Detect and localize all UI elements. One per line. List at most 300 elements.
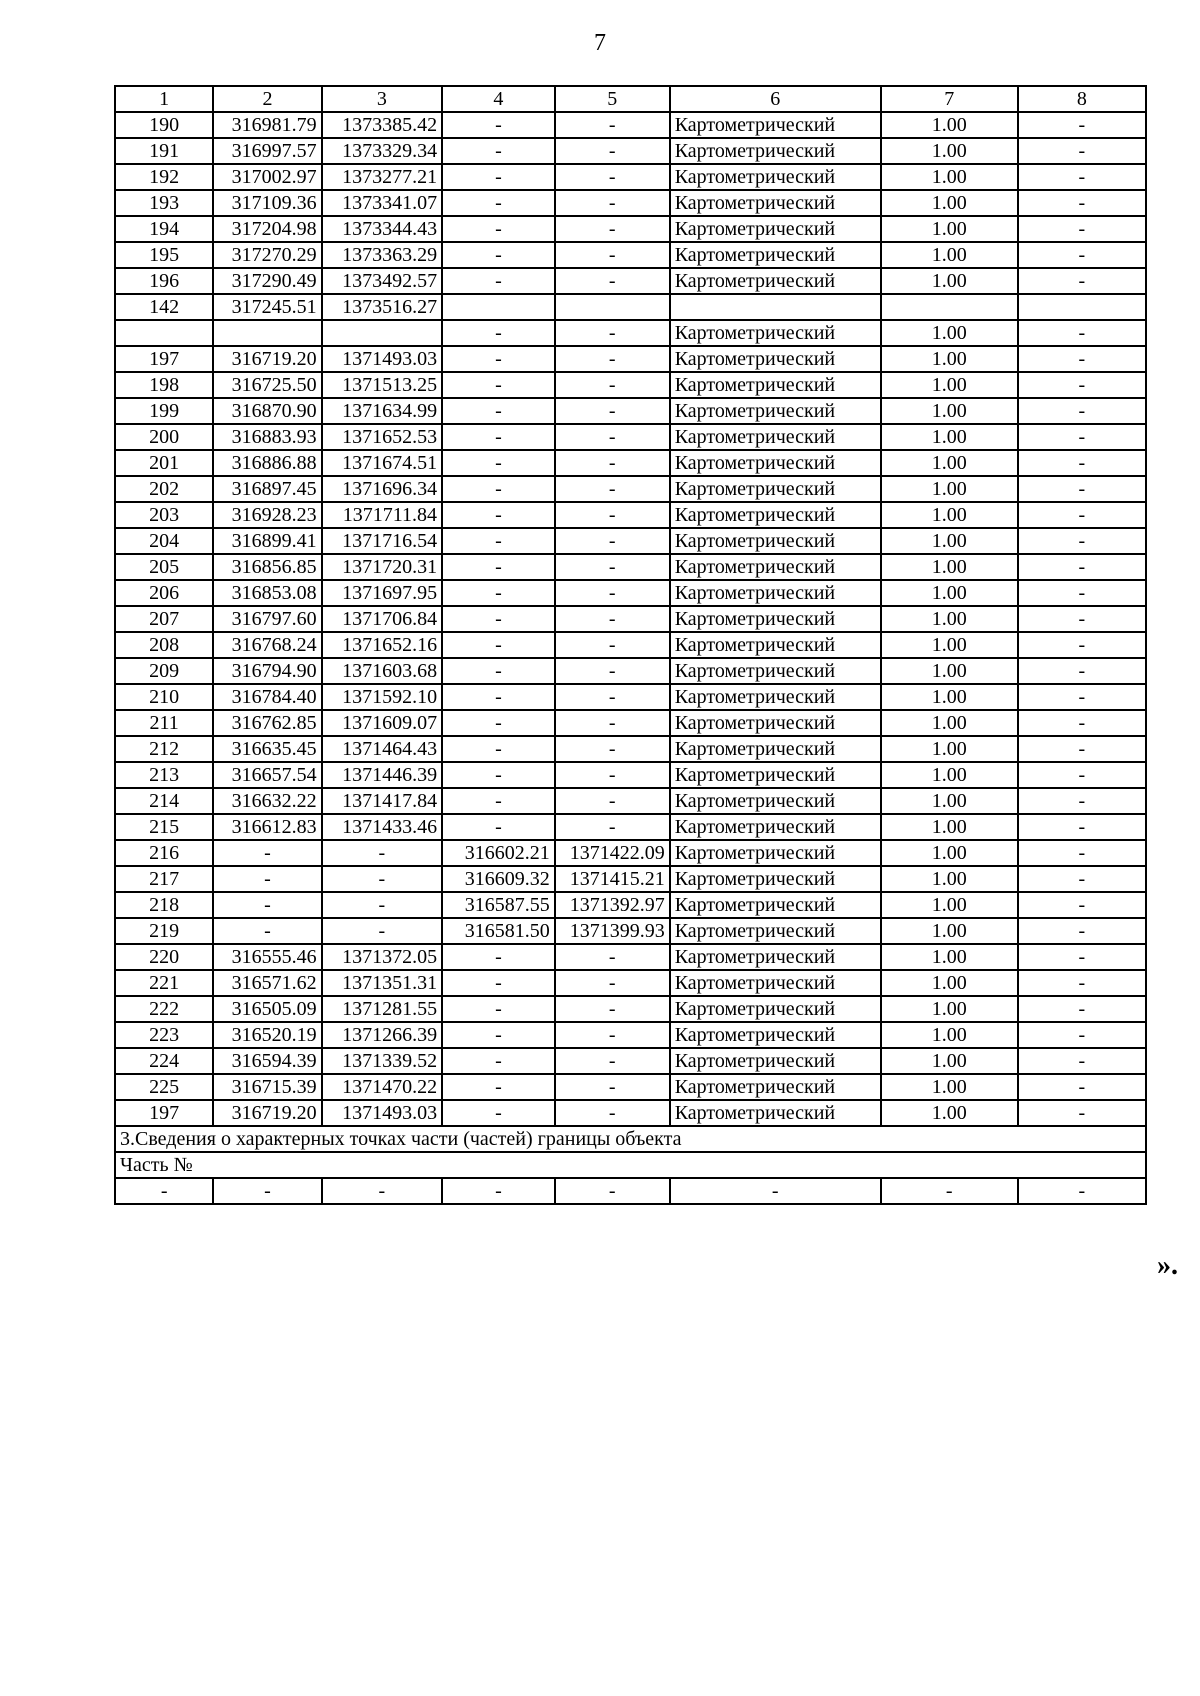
table-cell: 317109.36 <box>213 190 321 216</box>
table-cell: 1371351.31 <box>322 970 442 996</box>
table-cell: - <box>555 242 670 268</box>
table-cell: - <box>1018 1178 1146 1204</box>
table-cell: - <box>555 424 670 450</box>
table-cell: - <box>442 996 555 1022</box>
table-cell: 316571.62 <box>213 970 321 996</box>
table-row <box>115 112 1146 138</box>
table-cell: Картометрический <box>670 918 881 944</box>
table-row <box>115 970 1146 996</box>
table-cell <box>881 294 1018 320</box>
table-cell: - <box>555 372 670 398</box>
table-cell: 212 <box>115 736 213 762</box>
header-cell: 1 <box>115 86 213 112</box>
table-cell: 1.00 <box>881 736 1018 762</box>
table-cell: 316981.79 <box>213 112 321 138</box>
table-cell: 316886.88 <box>213 450 321 476</box>
table-cell: - <box>442 1022 555 1048</box>
table-cell: 316870.90 <box>213 398 321 424</box>
table-cell: - <box>1018 502 1146 528</box>
table-cell: 218 <box>115 892 213 918</box>
table-cell: 216 <box>115 840 213 866</box>
table-cell: Картометрический <box>670 346 881 372</box>
table-cell: - <box>442 1048 555 1074</box>
table-cell: 217 <box>115 866 213 892</box>
table-cell: Картометрический <box>670 112 881 138</box>
table-cell: 1.00 <box>881 450 1018 476</box>
table-cell: - <box>555 502 670 528</box>
table-row <box>115 918 1146 944</box>
table-cell: - <box>442 528 555 554</box>
table-cell: 1.00 <box>881 970 1018 996</box>
table-cell: - <box>442 424 555 450</box>
table-cell: Картометрический <box>670 554 881 580</box>
table-cell: 1.00 <box>881 554 1018 580</box>
table-cell: 214 <box>115 788 213 814</box>
table-cell: 1371696.34 <box>322 476 442 502</box>
table-row <box>115 138 1146 164</box>
table-row <box>115 944 1146 970</box>
table-cell: 1371652.53 <box>322 424 442 450</box>
table-cell: - <box>442 762 555 788</box>
table-cell: 1371652.16 <box>322 632 442 658</box>
table-cell: 1.00 <box>881 762 1018 788</box>
table-cell: 1.00 <box>881 1074 1018 1100</box>
table-cell: - <box>555 762 670 788</box>
table-cell <box>555 294 670 320</box>
table-cell: - <box>442 216 555 242</box>
table-cell: 1.00 <box>881 632 1018 658</box>
table-cell: 1.00 <box>881 866 1018 892</box>
section-title: 3.Сведения о характерных точках части (частей) границы объекта <box>115 1126 1146 1152</box>
table-cell: 316856.85 <box>213 554 321 580</box>
table-cell: - <box>442 710 555 736</box>
table-cell: 317204.98 <box>213 216 321 242</box>
table-cell: - <box>555 398 670 424</box>
table-cell: 316928.23 <box>213 502 321 528</box>
table-cell: 195 <box>115 242 213 268</box>
table-cell: 1.00 <box>881 1022 1018 1048</box>
table-cell: - <box>322 866 442 892</box>
table-cell: Картометрический <box>670 580 881 606</box>
table-cell: 1371470.22 <box>322 1074 442 1100</box>
table-cell <box>1018 294 1146 320</box>
table-cell: 1.00 <box>881 372 1018 398</box>
table-cell: - <box>1018 138 1146 164</box>
table-cell: - <box>555 1178 670 1204</box>
table-cell: 208 <box>115 632 213 658</box>
table-cell: 209 <box>115 658 213 684</box>
table-row <box>115 320 1146 346</box>
table-cell: 1.00 <box>881 112 1018 138</box>
part-number-label: Часть № <box>115 1152 1146 1178</box>
table-cell: - <box>322 892 442 918</box>
table-cell: 205 <box>115 554 213 580</box>
table-cell: 1.00 <box>881 996 1018 1022</box>
table-cell: 202 <box>115 476 213 502</box>
table-cell <box>213 320 321 346</box>
table-row <box>115 242 1146 268</box>
table-cell: 1371711.84 <box>322 502 442 528</box>
table-cell: - <box>1018 164 1146 190</box>
table-cell: 316784.40 <box>213 684 321 710</box>
table-cell: - <box>213 892 321 918</box>
section-title-row <box>115 1126 1146 1152</box>
table-cell: 220 <box>115 944 213 970</box>
table-cell: - <box>442 580 555 606</box>
table-cell: - <box>555 346 670 372</box>
table-row <box>115 398 1146 424</box>
table-cell: 317290.49 <box>213 268 321 294</box>
table-cell: 199 <box>115 398 213 424</box>
table-cell: 1.00 <box>881 918 1018 944</box>
table-cell: 219 <box>115 918 213 944</box>
table-cell: 210 <box>115 684 213 710</box>
table-cell: 1.00 <box>881 710 1018 736</box>
table-cell: 213 <box>115 762 213 788</box>
table-cell: 1373363.29 <box>322 242 442 268</box>
table-header-row <box>115 86 1146 112</box>
table-cell: 192 <box>115 164 213 190</box>
table-row <box>115 684 1146 710</box>
table-cell: 316853.08 <box>213 580 321 606</box>
table-cell: - <box>1018 346 1146 372</box>
table-cell: - <box>442 320 555 346</box>
table-cell: - <box>555 554 670 580</box>
table-cell: - <box>442 944 555 970</box>
table-cell: Картометрический <box>670 684 881 710</box>
table-cell: - <box>115 1178 213 1204</box>
table-cell: 222 <box>115 996 213 1022</box>
table-cell: 1371603.68 <box>322 658 442 684</box>
table-row <box>115 1048 1146 1074</box>
table-cell: - <box>555 970 670 996</box>
table-row <box>115 866 1146 892</box>
page-number: 7 <box>594 30 606 56</box>
table-cell: - <box>1018 658 1146 684</box>
table-cell: 316602.21 <box>442 840 555 866</box>
table-cell: 1371266.39 <box>322 1022 442 1048</box>
table-cell: - <box>555 320 670 346</box>
table-cell: 224 <box>115 1048 213 1074</box>
table-row <box>115 502 1146 528</box>
header-cell: 3 <box>322 86 442 112</box>
table-cell: - <box>555 580 670 606</box>
table-cell: Картометрический <box>670 996 881 1022</box>
table-cell: - <box>1018 892 1146 918</box>
table-cell: - <box>1018 918 1146 944</box>
table-cell: - <box>1018 190 1146 216</box>
table-cell: 1373344.43 <box>322 216 442 242</box>
table-row <box>115 372 1146 398</box>
table-cell: - <box>442 242 555 268</box>
table-cell: Картометрический <box>670 1048 881 1074</box>
table-cell: - <box>322 918 442 944</box>
table-cell: Картометрический <box>670 632 881 658</box>
table-cell: 1371433.46 <box>322 814 442 840</box>
table-cell: 1371720.31 <box>322 554 442 580</box>
header-cell: 8 <box>1018 86 1146 112</box>
table-cell: - <box>442 112 555 138</box>
table-cell: - <box>1018 762 1146 788</box>
table-cell: 316715.39 <box>213 1074 321 1100</box>
table-cell: - <box>442 814 555 840</box>
table-cell: 1.00 <box>881 346 1018 372</box>
table-cell: - <box>555 164 670 190</box>
table-cell: - <box>881 1178 1018 1204</box>
table-cell: Картометрический <box>670 424 881 450</box>
table-cell: Картометрический <box>670 1074 881 1100</box>
table-cell: 1.00 <box>881 528 1018 554</box>
table-cell: Картометрический <box>670 398 881 424</box>
table-cell: - <box>1018 372 1146 398</box>
table-cell: - <box>1018 1022 1146 1048</box>
table-row <box>115 190 1146 216</box>
table-cell: 316794.90 <box>213 658 321 684</box>
table-cell: Картометрический <box>670 528 881 554</box>
table-cell: - <box>555 528 670 554</box>
table-cell: 1.00 <box>881 606 1018 632</box>
table-cell: 1.00 <box>881 424 1018 450</box>
table-cell: 317002.97 <box>213 164 321 190</box>
table-cell: - <box>1018 216 1146 242</box>
table-cell: - <box>442 658 555 684</box>
table-cell: Картометрический <box>670 450 881 476</box>
table-cell: - <box>670 1178 881 1204</box>
table-cell: 1371399.93 <box>555 918 670 944</box>
table-cell: - <box>555 1048 670 1074</box>
table-cell: 316581.50 <box>442 918 555 944</box>
table-cell: 1.00 <box>881 580 1018 606</box>
table-cell: 203 <box>115 502 213 528</box>
table-cell: 1.00 <box>881 242 1018 268</box>
table-cell: 191 <box>115 138 213 164</box>
table-cell: 1373329.34 <box>322 138 442 164</box>
table-cell: Картометрический <box>670 892 881 918</box>
table-cell: - <box>1018 788 1146 814</box>
table-cell: 1371634.99 <box>322 398 442 424</box>
table-cell: 316762.85 <box>213 710 321 736</box>
table-cell: 1.00 <box>881 788 1018 814</box>
part-number-row <box>115 1152 1146 1178</box>
table-cell: 1371422.09 <box>555 840 670 866</box>
table-cell: 1371464.43 <box>322 736 442 762</box>
table-cell: - <box>1018 1074 1146 1100</box>
table-cell: Картометрический <box>670 814 881 840</box>
table-cell: 193 <box>115 190 213 216</box>
table-cell: - <box>1018 1048 1146 1074</box>
table-cell: 317245.51 <box>213 294 321 320</box>
table-cell: 223 <box>115 1022 213 1048</box>
table-cell: 1371609.07 <box>322 710 442 736</box>
table-row <box>115 658 1146 684</box>
table-cell: 1371716.54 <box>322 528 442 554</box>
table-cell: 1371697.95 <box>322 580 442 606</box>
table-cell: - <box>442 1178 555 1204</box>
table-row <box>115 632 1146 658</box>
table-cell: 198 <box>115 372 213 398</box>
table-cell: - <box>555 658 670 684</box>
header-cell: 2 <box>213 86 321 112</box>
table-cell: 316897.45 <box>213 476 321 502</box>
table-cell: Картометрический <box>670 320 881 346</box>
table-cell: - <box>442 606 555 632</box>
table-cell: Картометрический <box>670 190 881 216</box>
table-cell: - <box>442 476 555 502</box>
table-cell: 197 <box>115 346 213 372</box>
table-cell: Картометрический <box>670 216 881 242</box>
table-cell: 316520.19 <box>213 1022 321 1048</box>
table-cell: - <box>555 216 670 242</box>
table-body <box>115 86 1146 1204</box>
table-cell: 1.00 <box>881 268 1018 294</box>
table-row <box>115 1100 1146 1126</box>
table-cell: 204 <box>115 528 213 554</box>
table-row <box>115 840 1146 866</box>
table-row <box>115 528 1146 554</box>
table-cell: 316725.50 <box>213 372 321 398</box>
table-cell: Картометрический <box>670 502 881 528</box>
table-row <box>115 268 1146 294</box>
table-cell: 1.00 <box>881 476 1018 502</box>
table-cell: - <box>1018 710 1146 736</box>
table-cell: 316632.22 <box>213 788 321 814</box>
table-cell: 1373341.07 <box>322 190 442 216</box>
table-cell: - <box>213 918 321 944</box>
table-cell: - <box>1018 632 1146 658</box>
table-cell: - <box>555 736 670 762</box>
table-cell: - <box>442 788 555 814</box>
table-cell: 1.00 <box>881 216 1018 242</box>
table-cell: - <box>1018 840 1146 866</box>
table-cell: Картометрический <box>670 762 881 788</box>
table-cell <box>322 320 442 346</box>
table-cell: 316555.46 <box>213 944 321 970</box>
table-cell <box>670 294 881 320</box>
table-cell: - <box>442 502 555 528</box>
table-row <box>115 424 1146 450</box>
table-cell: 1.00 <box>881 892 1018 918</box>
table-cell: 1.00 <box>881 1100 1018 1126</box>
table-row <box>115 346 1146 372</box>
closing-quote-mark: ». <box>1157 1250 1178 1281</box>
table-cell: - <box>1018 1100 1146 1126</box>
table-cell: - <box>555 788 670 814</box>
table-cell: 316612.83 <box>213 814 321 840</box>
table-cell <box>442 294 555 320</box>
table-cell: Картометрический <box>670 1022 881 1048</box>
table-cell: - <box>442 450 555 476</box>
table-cell: 316719.20 <box>213 1100 321 1126</box>
table-cell: - <box>213 866 321 892</box>
table-cell: - <box>322 1178 442 1204</box>
table-cell: 1373385.42 <box>322 112 442 138</box>
table-cell: Картометрический <box>670 242 881 268</box>
table-cell: Картометрический <box>670 840 881 866</box>
table-cell: - <box>442 138 555 164</box>
table-cell: - <box>442 632 555 658</box>
table-cell: 1.00 <box>881 840 1018 866</box>
table-cell: 316883.93 <box>213 424 321 450</box>
table-cell: 1371513.25 <box>322 372 442 398</box>
table-row <box>115 788 1146 814</box>
table-cell: - <box>1018 242 1146 268</box>
table-row <box>115 1022 1146 1048</box>
table-cell: Картометрический <box>670 710 881 736</box>
table-cell: 1371493.03 <box>322 1100 442 1126</box>
table-cell: 1.00 <box>881 320 1018 346</box>
table-cell: - <box>1018 736 1146 762</box>
table-cell: - <box>555 450 670 476</box>
table-cell: - <box>442 190 555 216</box>
table-cell: - <box>442 970 555 996</box>
table-cell: - <box>442 554 555 580</box>
table-cell: - <box>555 606 670 632</box>
table-cell: 1.00 <box>881 684 1018 710</box>
header-cell: 4 <box>442 86 555 112</box>
table-cell: 317270.29 <box>213 242 321 268</box>
table-cell: - <box>1018 112 1146 138</box>
table-cell: - <box>555 996 670 1022</box>
table-cell: - <box>1018 970 1146 996</box>
table-cell: 316587.55 <box>442 892 555 918</box>
table-cell: - <box>442 372 555 398</box>
table-cell: 1371493.03 <box>322 346 442 372</box>
table-cell: - <box>555 112 670 138</box>
table-cell: - <box>1018 268 1146 294</box>
table-cell: 200 <box>115 424 213 450</box>
table-cell: 207 <box>115 606 213 632</box>
table-cell: - <box>555 1022 670 1048</box>
table-cell: 1.00 <box>881 190 1018 216</box>
table-cell: - <box>442 684 555 710</box>
table-cell: 1373277.21 <box>322 164 442 190</box>
table-cell: 1371392.97 <box>555 892 670 918</box>
table-cell: Картометрический <box>670 788 881 814</box>
table-cell: 1.00 <box>881 164 1018 190</box>
table-cell <box>115 320 213 346</box>
table-row <box>115 996 1146 1022</box>
table-cell: - <box>555 944 670 970</box>
table-cell: 196 <box>115 268 213 294</box>
table-row <box>115 736 1146 762</box>
coordinates-table <box>114 85 1147 1205</box>
table-cell: - <box>555 684 670 710</box>
table-cell: 316609.32 <box>442 866 555 892</box>
table-cell: 316797.60 <box>213 606 321 632</box>
header-cell: 6 <box>670 86 881 112</box>
table-cell: - <box>322 840 442 866</box>
table-cell: - <box>442 1074 555 1100</box>
table-row <box>115 580 1146 606</box>
table-row <box>115 606 1146 632</box>
table-cell: 215 <box>115 814 213 840</box>
table-cell: - <box>442 268 555 294</box>
table-cell: - <box>1018 684 1146 710</box>
table-cell: 1371339.52 <box>322 1048 442 1074</box>
table-cell: 316719.20 <box>213 346 321 372</box>
table-row <box>115 1074 1146 1100</box>
table-cell: - <box>1018 866 1146 892</box>
table-cell: 316635.45 <box>213 736 321 762</box>
table-cell: 1.00 <box>881 814 1018 840</box>
table-cell: - <box>555 710 670 736</box>
table-row <box>115 814 1146 840</box>
table-cell: Картометрический <box>670 970 881 996</box>
table-cell: Картометрический <box>670 736 881 762</box>
table-cell: - <box>442 736 555 762</box>
table-cell: 194 <box>115 216 213 242</box>
table-row <box>115 1178 1146 1204</box>
